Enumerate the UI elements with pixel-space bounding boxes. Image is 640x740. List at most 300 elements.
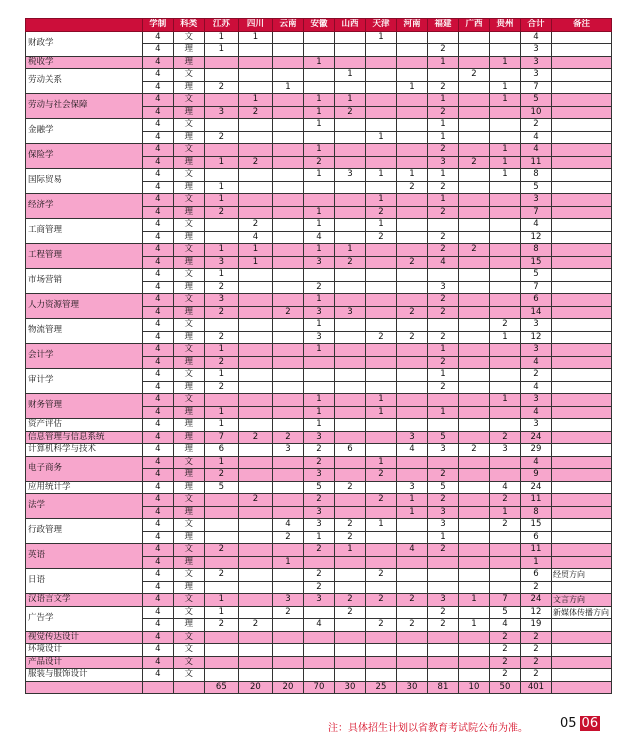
- remark-cell: [551, 406, 611, 419]
- column-header: 天津: [365, 19, 396, 32]
- data-cell: 1: [427, 131, 458, 144]
- data-cell: 文: [173, 219, 204, 232]
- data-cell: [303, 369, 334, 382]
- data-cell: [272, 619, 303, 632]
- data-cell: [303, 69, 334, 82]
- data-cell: [458, 481, 489, 494]
- data-cell: [334, 156, 365, 169]
- data-cell: [396, 406, 427, 419]
- major-name-cell: 财政学: [26, 31, 143, 56]
- table-row: [26, 656, 612, 669]
- data-cell: 4: [142, 81, 173, 94]
- data-cell: 2: [303, 544, 334, 557]
- data-cell: 1: [427, 169, 458, 182]
- data-cell: [458, 181, 489, 194]
- data-cell: [458, 319, 489, 332]
- data-cell: [272, 569, 303, 582]
- data-cell: [396, 106, 427, 119]
- data-cell: [334, 456, 365, 469]
- data-cell: [204, 319, 238, 332]
- data-cell: 4: [142, 269, 173, 282]
- data-cell: [303, 556, 334, 569]
- data-cell: 理: [173, 381, 204, 394]
- data-cell: [272, 281, 303, 294]
- data-cell: 4: [520, 219, 551, 232]
- data-cell: 4: [142, 331, 173, 344]
- data-cell: [489, 306, 520, 319]
- data-cell: [303, 194, 334, 207]
- remark-cell: [551, 294, 611, 307]
- data-cell: 理: [173, 331, 204, 344]
- table-row: [26, 394, 612, 407]
- data-cell: 3: [396, 431, 427, 444]
- total-cell: [142, 681, 173, 694]
- data-cell: 1: [204, 369, 238, 382]
- data-cell: [272, 456, 303, 469]
- data-cell: 文: [173, 244, 204, 257]
- enrollment-plan-table-container: [25, 18, 612, 694]
- data-cell: [238, 319, 272, 332]
- data-cell: 3: [334, 306, 365, 319]
- major-name-cell: 财务管理: [26, 394, 143, 419]
- data-cell: [334, 469, 365, 482]
- table-row: [26, 519, 612, 532]
- data-cell: 1: [427, 194, 458, 207]
- data-cell: [204, 556, 238, 569]
- data-cell: [396, 369, 427, 382]
- data-cell: [272, 656, 303, 669]
- data-cell: 4: [142, 419, 173, 432]
- data-cell: [396, 644, 427, 657]
- data-cell: [238, 206, 272, 219]
- data-cell: [365, 431, 396, 444]
- data-cell: [238, 569, 272, 582]
- data-cell: [365, 356, 396, 369]
- major-name-cell: 应用统计学: [26, 481, 143, 494]
- data-cell: [396, 94, 427, 107]
- data-cell: [365, 81, 396, 94]
- remark-cell: [551, 219, 611, 232]
- data-cell: 4: [142, 519, 173, 532]
- data-cell: 7: [520, 206, 551, 219]
- data-cell: [238, 469, 272, 482]
- page-number: [560, 716, 600, 731]
- data-cell: [365, 256, 396, 269]
- data-cell: 1: [396, 169, 427, 182]
- data-cell: [334, 506, 365, 519]
- data-cell: 2: [396, 331, 427, 344]
- remark-cell: [551, 656, 611, 669]
- data-cell: 2: [520, 119, 551, 132]
- data-cell: 理: [173, 406, 204, 419]
- data-cell: [489, 231, 520, 244]
- data-cell: 理: [173, 56, 204, 69]
- data-cell: 4: [142, 394, 173, 407]
- data-cell: 4: [142, 169, 173, 182]
- data-cell: [365, 269, 396, 282]
- data-cell: [489, 581, 520, 594]
- data-cell: [427, 569, 458, 582]
- data-cell: 1: [489, 169, 520, 182]
- data-cell: 2: [489, 494, 520, 507]
- data-cell: 1: [489, 94, 520, 107]
- data-cell: 3: [204, 294, 238, 307]
- data-cell: [396, 394, 427, 407]
- column-header: 合计: [520, 19, 551, 32]
- data-cell: 2: [238, 619, 272, 632]
- data-cell: [427, 669, 458, 682]
- data-cell: [238, 169, 272, 182]
- data-cell: [365, 644, 396, 657]
- data-cell: 2: [396, 594, 427, 607]
- data-cell: 1: [365, 219, 396, 232]
- data-cell: 1: [303, 94, 334, 107]
- data-cell: [204, 94, 238, 107]
- data-cell: 4: [142, 631, 173, 644]
- data-cell: [489, 294, 520, 307]
- data-cell: 2: [204, 131, 238, 144]
- data-cell: 4: [142, 456, 173, 469]
- data-cell: 9: [520, 469, 551, 482]
- data-cell: 文: [173, 669, 204, 682]
- data-cell: [458, 31, 489, 44]
- data-cell: [396, 69, 427, 82]
- data-cell: [238, 644, 272, 657]
- data-cell: 1: [303, 531, 334, 544]
- total-cell: 70: [303, 681, 334, 694]
- data-cell: 3: [427, 519, 458, 532]
- total-cell: 25: [365, 681, 396, 694]
- data-cell: [458, 106, 489, 119]
- table-row: [26, 69, 612, 82]
- data-cell: [272, 469, 303, 482]
- data-cell: 5: [520, 94, 551, 107]
- data-cell: [303, 644, 334, 657]
- data-cell: [365, 294, 396, 307]
- data-cell: [365, 69, 396, 82]
- data-cell: 2: [204, 619, 238, 632]
- data-cell: 4: [238, 231, 272, 244]
- data-cell: 理: [173, 44, 204, 57]
- data-cell: [334, 394, 365, 407]
- data-cell: 2: [427, 144, 458, 157]
- data-cell: 2: [396, 306, 427, 319]
- data-cell: 2: [520, 669, 551, 682]
- data-cell: 2: [334, 106, 365, 119]
- table-row: [26, 344, 612, 357]
- remark-cell: [551, 619, 611, 632]
- data-cell: 1: [303, 169, 334, 182]
- remark-cell: [551, 44, 611, 57]
- major-name-cell: 广告学: [26, 606, 143, 631]
- data-cell: 1: [396, 81, 427, 94]
- data-cell: [365, 119, 396, 132]
- data-cell: [458, 219, 489, 232]
- data-cell: 文: [173, 656, 204, 669]
- data-cell: 文: [173, 119, 204, 132]
- data-cell: [272, 56, 303, 69]
- data-cell: 1: [396, 494, 427, 507]
- data-cell: [396, 569, 427, 582]
- data-cell: 1: [427, 94, 458, 107]
- data-cell: [272, 494, 303, 507]
- data-cell: [204, 494, 238, 507]
- data-cell: 文: [173, 269, 204, 282]
- data-cell: 4: [142, 481, 173, 494]
- data-cell: [238, 544, 272, 557]
- major-name-cell: 信息管理与信息系统: [26, 431, 143, 444]
- data-cell: 4: [520, 406, 551, 419]
- data-cell: [334, 569, 365, 582]
- table-row: [26, 544, 612, 557]
- data-cell: [396, 194, 427, 207]
- data-cell: [238, 419, 272, 432]
- data-cell: [334, 281, 365, 294]
- data-cell: [238, 369, 272, 382]
- remark-cell: [551, 581, 611, 594]
- remark-cell: [551, 356, 611, 369]
- total-cell: 401: [520, 681, 551, 694]
- data-cell: [458, 119, 489, 132]
- data-cell: [303, 669, 334, 682]
- data-cell: 4: [142, 219, 173, 232]
- data-cell: [334, 31, 365, 44]
- data-cell: [334, 369, 365, 382]
- data-cell: [334, 656, 365, 669]
- column-header: 学制: [142, 19, 173, 32]
- data-cell: 4: [142, 319, 173, 332]
- data-cell: 3: [303, 256, 334, 269]
- data-cell: 1: [303, 206, 334, 219]
- data-cell: 4: [142, 581, 173, 594]
- data-cell: 4: [142, 656, 173, 669]
- data-cell: 1: [489, 156, 520, 169]
- data-cell: 1: [204, 44, 238, 57]
- data-cell: 2: [427, 206, 458, 219]
- total-cell: 30: [396, 681, 427, 694]
- data-cell: [489, 381, 520, 394]
- data-cell: 文: [173, 169, 204, 182]
- data-cell: 3: [272, 444, 303, 457]
- table-row: [26, 669, 612, 682]
- data-cell: 4: [142, 194, 173, 207]
- data-cell: [272, 181, 303, 194]
- data-cell: [458, 644, 489, 657]
- data-cell: [238, 506, 272, 519]
- data-cell: [272, 244, 303, 257]
- data-cell: 文: [173, 294, 204, 307]
- data-cell: 3: [303, 519, 334, 532]
- data-cell: [427, 69, 458, 82]
- data-cell: [489, 456, 520, 469]
- major-name-cell: 汉语言文学: [26, 594, 143, 607]
- data-cell: 1: [427, 531, 458, 544]
- data-cell: [238, 44, 272, 57]
- data-cell: [396, 519, 427, 532]
- major-name-cell: 人力资源管理: [26, 294, 143, 319]
- data-cell: [458, 94, 489, 107]
- data-cell: 理: [173, 181, 204, 194]
- remark-cell: [551, 156, 611, 169]
- data-cell: 2: [204, 469, 238, 482]
- data-cell: 2: [365, 494, 396, 507]
- data-cell: [396, 144, 427, 157]
- data-cell: 2: [334, 256, 365, 269]
- data-cell: [204, 231, 238, 244]
- column-header: 备注: [551, 19, 611, 32]
- data-cell: 4: [142, 181, 173, 194]
- data-cell: 文: [173, 394, 204, 407]
- data-cell: 15: [520, 256, 551, 269]
- table-row: [26, 494, 612, 507]
- totals-label-cell: [26, 681, 143, 694]
- total-cell: [173, 681, 204, 694]
- data-cell: 1: [489, 81, 520, 94]
- data-cell: [238, 631, 272, 644]
- data-cell: [238, 269, 272, 282]
- major-name-cell: 产品设计: [26, 656, 143, 669]
- remark-cell: [551, 556, 611, 569]
- data-cell: [489, 569, 520, 582]
- data-cell: 理: [173, 431, 204, 444]
- data-cell: 2: [204, 381, 238, 394]
- data-cell: [238, 181, 272, 194]
- data-cell: [489, 181, 520, 194]
- data-cell: 1: [238, 244, 272, 257]
- data-cell: [365, 444, 396, 457]
- data-cell: [272, 394, 303, 407]
- data-cell: [458, 431, 489, 444]
- table-row: [26, 269, 612, 282]
- data-cell: 1: [427, 56, 458, 69]
- data-cell: [458, 669, 489, 682]
- data-cell: [396, 219, 427, 232]
- data-cell: [365, 306, 396, 319]
- data-cell: 1: [365, 131, 396, 144]
- data-cell: 理: [173, 206, 204, 219]
- data-cell: 文: [173, 569, 204, 582]
- data-cell: 1: [204, 344, 238, 357]
- data-cell: [238, 594, 272, 607]
- data-cell: [238, 606, 272, 619]
- data-cell: [489, 131, 520, 144]
- data-cell: 2: [303, 456, 334, 469]
- data-cell: 2: [427, 544, 458, 557]
- data-cell: [238, 556, 272, 569]
- data-cell: [458, 331, 489, 344]
- column-header: 贵州: [489, 19, 520, 32]
- data-cell: 文: [173, 631, 204, 644]
- data-cell: [238, 394, 272, 407]
- data-cell: [458, 369, 489, 382]
- data-cell: [427, 644, 458, 657]
- data-cell: [365, 669, 396, 682]
- data-cell: 1: [238, 31, 272, 44]
- data-cell: 2: [365, 469, 396, 482]
- data-cell: 2: [489, 669, 520, 682]
- data-cell: 4: [142, 106, 173, 119]
- major-name-cell: 市场营销: [26, 269, 143, 294]
- data-cell: 3: [520, 44, 551, 57]
- data-cell: 12: [520, 606, 551, 619]
- data-cell: 1: [365, 31, 396, 44]
- data-cell: 4: [142, 144, 173, 157]
- data-cell: 1: [489, 56, 520, 69]
- data-cell: [238, 194, 272, 207]
- data-cell: 6: [520, 569, 551, 582]
- data-cell: [458, 131, 489, 144]
- remark-cell: [551, 431, 611, 444]
- data-cell: 1: [204, 181, 238, 194]
- data-cell: 文: [173, 644, 204, 657]
- data-cell: 3: [303, 306, 334, 319]
- remark-cell: [551, 94, 611, 107]
- data-cell: 2: [489, 631, 520, 644]
- data-cell: [238, 406, 272, 419]
- table-row: [26, 31, 612, 44]
- data-cell: 4: [396, 444, 427, 457]
- data-cell: 8: [520, 244, 551, 257]
- data-cell: [489, 356, 520, 369]
- major-name-cell: 服装与服饰设计: [26, 669, 143, 682]
- data-cell: [396, 419, 427, 432]
- remark-cell: [551, 244, 611, 257]
- data-cell: 4: [396, 544, 427, 557]
- data-cell: 2: [427, 356, 458, 369]
- data-cell: 1: [458, 594, 489, 607]
- remark-cell: [551, 319, 611, 332]
- remark-cell: [551, 131, 611, 144]
- data-cell: 1: [365, 394, 396, 407]
- data-cell: 1: [303, 106, 334, 119]
- data-cell: [489, 369, 520, 382]
- data-cell: 1: [427, 369, 458, 382]
- data-cell: 4: [142, 44, 173, 57]
- data-cell: 4: [142, 294, 173, 307]
- data-cell: 4: [520, 131, 551, 144]
- data-cell: [489, 31, 520, 44]
- data-cell: 2: [204, 81, 238, 94]
- data-cell: [303, 631, 334, 644]
- data-cell: [272, 156, 303, 169]
- data-cell: 3: [303, 594, 334, 607]
- data-cell: [334, 181, 365, 194]
- data-cell: 3: [427, 444, 458, 457]
- remark-cell: [551, 31, 611, 44]
- data-cell: 1: [303, 319, 334, 332]
- table-row: [26, 119, 612, 132]
- data-cell: 2: [238, 431, 272, 444]
- data-cell: 4: [142, 56, 173, 69]
- major-name-cell: 物流管理: [26, 319, 143, 344]
- data-cell: [272, 144, 303, 157]
- data-cell: 4: [142, 431, 173, 444]
- data-cell: [458, 169, 489, 182]
- remark-cell: [551, 281, 611, 294]
- data-cell: 4: [142, 619, 173, 632]
- data-cell: 2: [520, 369, 551, 382]
- data-cell: 文: [173, 594, 204, 607]
- total-cell: 81: [427, 681, 458, 694]
- data-cell: [272, 69, 303, 82]
- data-cell: [396, 469, 427, 482]
- table-row: [26, 594, 612, 607]
- major-name-cell: 计算机科学与技术: [26, 444, 143, 457]
- data-cell: 理: [173, 356, 204, 369]
- data-cell: 2: [204, 331, 238, 344]
- data-cell: [365, 531, 396, 544]
- data-cell: 3: [272, 594, 303, 607]
